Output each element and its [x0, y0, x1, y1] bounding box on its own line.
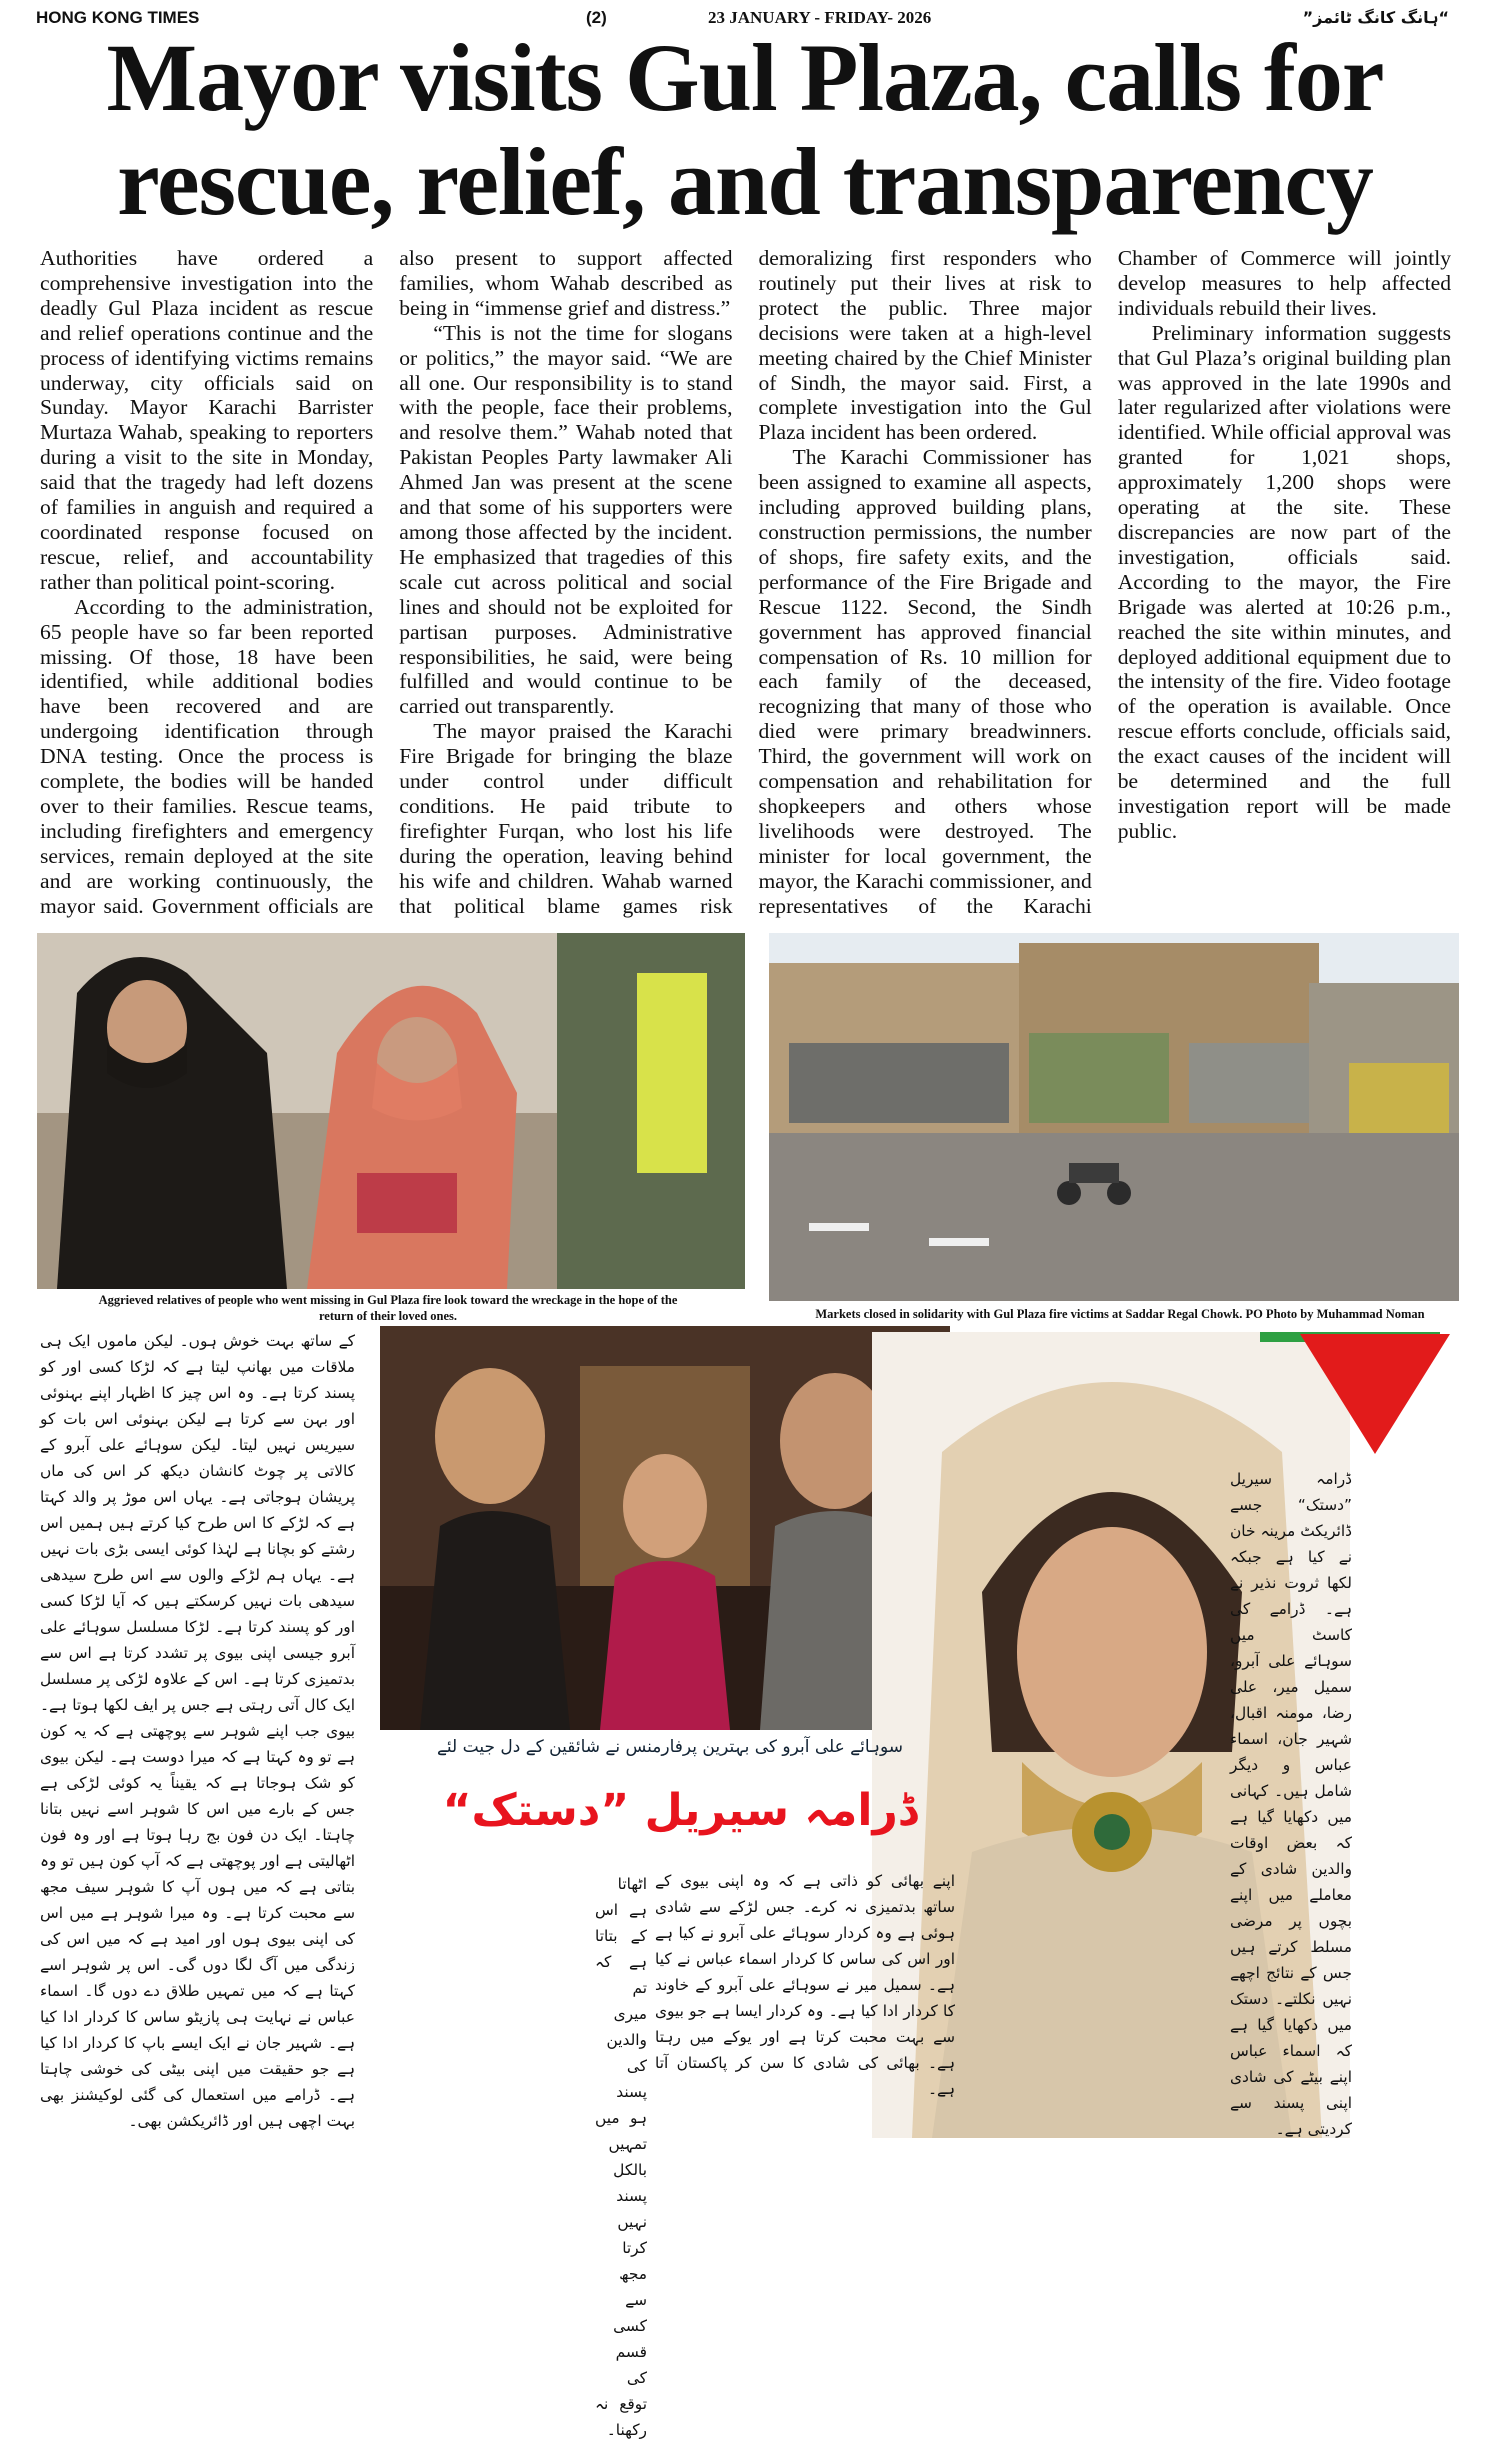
article-body — [40, 246, 1451, 928]
decorative-red-triangle — [1300, 1334, 1450, 1454]
left-photo-caption: Aggrieved relatives of people who went missing in Gul Plaza fire look toward the wreckage in the hope of the return of their loved ones. — [98, 1293, 678, 1323]
feature-right-text: ڈرامہ سیریل ”دستک“ جسے ڈائریکٹ مرینہ خان نے کیا ہے جبکہ لکھا ثروت نذیر نے ہے۔ ڈرامے کی کاسٹ میں سوہائے علی آبرو، سمیل میر، علی رضا، مومنہ اقبال، شہیر جان، اسماء عباس و دیگر شامل ہیں۔ کہانی میں دکھایا گیا ہے کہ بعض اوقات والدین شادی کے معاملے میں اپنے بچوں پر مرضی مسلط کرتے ہیں جس کے نتائج اچھے نہیں نکلتے۔ دستک میں دکھایا گیا ہے کہ اسماء عباس اپنے بیٹے کی شادی اپنی پسند سے کردیتی ہے۔ — [1230, 1470, 1352, 2138]
feature-left-column — [40, 1328, 355, 2136]
right-photo-caption: Markets closed in solidarity with Gul Plaza fire victims at Saddar Regal Chowk. PO Photo by Muhammad Noman — [815, 1307, 1425, 1321]
article-paragraph: According to the administration, 65 people have so far been reported missing. Of those, 18 have been identified, while additional bodies have been recovered and are undergoing identification through DNA testing. Once the process is complete, the bodies will be handed over to their families. Rescue teams, including firefighters and emergency services, remain deployed at the site and are working continuously, the mayor said. Government officials are also present to support affected families, whom Wahab described as being in “immense grief and distress.” — [40, 246, 733, 918]
newspaper-name: HONG KONG TIMES — [36, 8, 200, 27]
issue-date: 23 JANUARY - FRIDAY- 2026 — [708, 8, 932, 27]
closed-market-photo-art — [769, 933, 1459, 1301]
article-paragraph: Authorities have ordered a comprehensive investigation into the deadly Gul Plaza incident as rescue and relief operations continue and the process of identifying victims remains underway, city officials said on Sunday. Mayor Karachi Barrister Murtaza Wahab, speaking to reporters during a visit to the site in Monday, said that the tragedy had left dozens of families in anguish and required a coordinated response focused on rescue, relief, and accountability rather than political point-scoring. — [40, 246, 374, 594]
headline: Mayor visits Gul Plaza, calls for rescue, relief, and transparency — [106, 24, 1384, 235]
article-paragraph: Preliminary information suggests that Gul Plaza’s original building plan was approved in the late 1990s and later regularized after violations were identified. While official approval was granted for 1,021 shops, approximately 1,200 shops were operating at the site. These discrepancies are now part of the investigation, officials said. According to the mayor, the Fire Brigade was alerted at 10:26 p.m., reached the site within minutes, and deployed additional equipment due to the intensity of the fire. Video footage of the operation is available. Once rescue efforts conclude, officials said, the exact causes of the incident will be determined and the full investigation report will be made public. — [1117, 320, 1451, 843]
feature-title: ڈرامہ سیریل ”دستک“ — [442, 1785, 918, 1836]
closed-market-photo — [769, 933, 1459, 1301]
page-number: (2) — [586, 8, 607, 27]
feature-subtitle: سوہائے علی آبرو کی بہترین پرفارمنس نے شائقین کے دل جیت لئے — [436, 1737, 904, 1757]
drama-poster — [380, 1326, 950, 1730]
drama-feature — [30, 1326, 1460, 2439]
article-paragraph: The mayor praised the Karachi Fire Brigade for bringing the blaze under control under difficult conditions. He paid tribute to firefighter Furqan, who lost his life during the operation, leaving behind his wife and children. Wahab warned that political blame games risk demoralizing first responders who routinely put their lives at risk to protect the public. Three major decisions were taken at a high-level meeting chaired by the Chief Minister of Sindh, the mayor said. First, a complete investigation into the Gul Plaza incident has been ordered. — [399, 246, 1092, 918]
feature-middle-column-1 — [655, 1868, 955, 2138]
feature-middle-text-2: اٹھاتا ہے اس کے بتاتا ہے کہ تم میری والدین کی پسند ہو میں تمہیں بالکل پسند نہیں کرتا مجھ سے کسی قسم کی توقع نہ رکھنا۔ — [595, 1875, 647, 2439]
feature-middle-column-2 — [595, 1871, 647, 2439]
feature-left-text: کے ساتھ بہت خوش ہوں۔ لیکن ماموں ایک ہی ملاقات میں بھانپ لیتا ہے کہ لڑکا کسی اور کو پسند کرتا ہے۔ وہ اس چیز کا اظہار اپنے بہنوئی اور بہن سے کرتا ہے لیکن بہنوئی اس بات کو سیریس نہیں لیتا۔ لیکن سوہائے علی آبرو کے کالاتی پر چوٹ کانشان دیکھ کر اس کی ماں پریشان ہوجاتی ہے۔ یہاں اس موڑ پر والد کہتا ہے کہ لڑکے کا اس طرح کیا کرتے ہیں ہمیں اس رشتے کو بچانا ہے لہٰذا کوئی ایسی بڑی بات نہیں ہے۔ یہاں ہم لڑکے والوں سے اس طرح سیدھی سیدھی بات نہیں کرسکتے ہیں کہ آیا لڑکا کسی اور کو پسند کرتا ہے۔ لڑکا مسلسل سوہائے علی آبرو جیسی اپنی بیوی پر تشدد کرتا ہے اس سے بدتمیزی کرتا ہے۔ اس کے علاوہ لڑکی پر مسلسل ایک کال آتی رہتی ہے جس پر ایف لکھا ہوتا ہے۔ بیوی جب اپنے شوہر سے پوچھتی ہے کہ یہ کون ہے تو وہ کہتا ہے کہ میرا دوست ہے۔ لیکن بیوی کو شک ہوجاتا ہے کہ یقیناً یہ کوئی لڑکی ہے جس کے بارے میں اس کا شوہر اسے نہیں بتانا چاہتا۔ ایک دن فون بج رہا ہوتا ہے اور وہ فون اٹھالیتی ہے اور پوچھتی ہے کہ آپ کون ہیں تو وہ بتاتی ہے کہ میں ہوں آپ کا شوہر سیف مجھ سے محبت کرتا ہے۔ وہ میرا شوہر ہے میں اس کی اپنی بیوی ہوں اور امید ہے کہ میں اس کی زندگی میں آگ لگا دوں گی۔ اس پر شوہر اسے کہتا ہے کہ میں تمہیں طلاق دے دوں گا۔ اسماء عباس نے نہایت ہی پازیٹو ساس کا کردار ادا کیا ہے۔ شہیر جان نے ایک ایسے باپ کا کردار ادا کیا ہے جو حقیقت میں اپنی بیٹی کی خوشی چاہتا ہے۔ ڈرامے میں استعمال کی گئی لوکیشنز بھی بہت اچھی ہیں اور ڈائریکشن بھی۔ — [40, 1332, 355, 2130]
article-paragraph: The Karachi Commissioner has been assigned to examine all aspects, including approved building plans, construction permissions, the number of shops, fire safety exits, and the performance of the Fire Brigade and Rescue 1122. Second, the Sindh government has approved financial compensation of Rs. 10 million for each family of the deceased, recognizing that many of those who died were primary breadwinners. Third, the government will work on compensation and rehabilitation for shopkeepers and others whose livelihoods were destroyed. The minister for local government, the mayor, the Karachi commissioner, and representatives of the Karachi Chamber of Commerce will jointly develop measures to help affected individuals rebuild their lives. — [758, 246, 1451, 918]
drama-poster-art — [380, 1326, 950, 1730]
relatives-photo — [37, 933, 745, 1289]
article-paragraph: “This is not the time for slogans or politics,” the mayor said. “We are all one. Our responsibility is to stand with the people, face their problems, and resolve them.” Wahab noted that Pakistan Peoples Party lawmaker Ali Ahmed Jan was present at the scene and that some of his supporters were among those affected by the incident. He emphasized that tragedies of this scale cut across political and social lines and should not be exploited for partisan purposes. Administrative responsibilities, he said, were being fulfilled and would continue to be carried out transparently. — [399, 320, 733, 719]
feature-middle-text-1: اپنے بھائی کو ذاتی ہے کہ وہ اپنی بیوی کے ساتھ بدتمیزی نہ کرے۔ جس لڑکے سے شادی ہوئی ہے وہ کردار سوہائے علی آبرو نے کیا ہے اور اس کی ساس کا کردار اسماء عباس نے کیا ہے۔ سمیل میر نے سوہائے علی آبرو کے خاوند کا کردار ادا کیا ہے۔ وہ کردار ایسا ہے جو بیوی سے بہت محبت کرتا ہے اور یوکے میں رہتا ہے۔ بھائی کی شادی کا سن کر پاکستان آتا ہے۔ — [655, 1872, 955, 2098]
feature-right-column — [1230, 1466, 1352, 2138]
urdu-newspaper-name: ”ہانگ کانگ ٹائمز“ — [1302, 8, 1449, 27]
relatives-photo-art — [37, 933, 745, 1289]
